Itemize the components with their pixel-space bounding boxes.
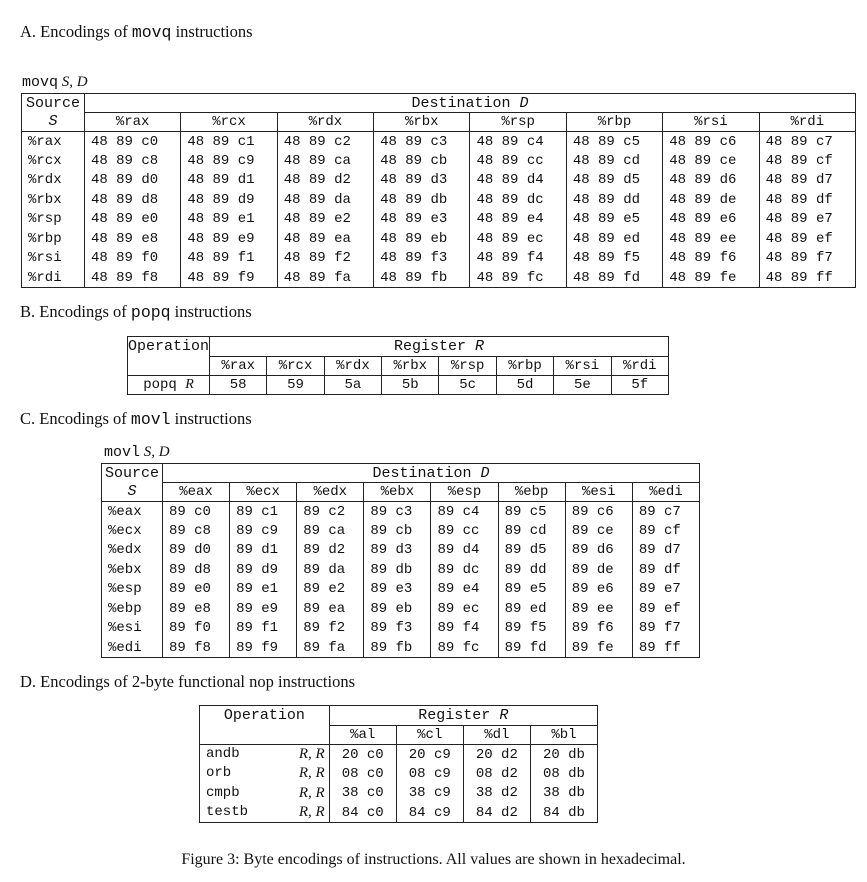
destination-header: Destination D — [162, 464, 699, 483]
op-mnemonic: testb — [206, 804, 249, 820]
encoding-cell: 48 89 e1 — [181, 210, 277, 230]
encoding-cell: 89 f4 — [431, 619, 498, 639]
encoding-cell: 48 89 d5 — [566, 171, 662, 191]
table-row — [22, 190, 856, 210]
op-args: R, R — [298, 746, 325, 762]
encoding-cell: 38 db — [530, 784, 597, 804]
encoding-cell: 08 d2 — [463, 764, 530, 784]
encoding-cell: 48 89 cc — [470, 151, 566, 171]
register-header: Register R — [210, 337, 669, 357]
encoding-cell: 38 d2 — [463, 784, 530, 804]
encoding-cell: 89 d4 — [431, 541, 498, 561]
row-header: %rsp — [22, 210, 85, 230]
op-args: R, R — [298, 784, 325, 801]
encoding-cell: 89 d8 — [162, 560, 229, 580]
encoding-cell: 89 fc — [431, 638, 498, 658]
operation-header-spacer — [200, 726, 330, 745]
column-header: %esi — [565, 483, 632, 502]
column-header: %rcx — [267, 357, 324, 376]
operation-header: Operation — [200, 706, 330, 726]
encoding-cell: 89 ea — [297, 599, 364, 619]
encoding-cell: 48 89 f7 — [759, 249, 855, 269]
section-c-title-pre: C. Encodings of — [20, 409, 131, 428]
table-row — [102, 541, 700, 561]
encoding-cell: 48 89 ca — [277, 151, 373, 171]
column-header: %rax — [210, 357, 267, 376]
encoding-cell: 08 c9 — [396, 764, 463, 784]
table-row — [22, 249, 856, 269]
encoding-cell: 48 89 e6 — [663, 210, 759, 230]
encoding-cell: 89 e7 — [632, 580, 699, 600]
encoding-cell: 48 89 e0 — [84, 210, 180, 230]
encoding-cell: 89 ca — [297, 521, 364, 541]
register-header: Register R — [329, 706, 597, 726]
encoding-cell: 48 89 c2 — [277, 132, 373, 152]
encoding-cell: 38 c0 — [329, 784, 396, 804]
encoding-cell: 48 89 c4 — [470, 132, 566, 152]
encoding-cell: 48 89 fd — [566, 268, 662, 288]
column-header: %eax — [162, 483, 229, 502]
encoding-cell: 89 c6 — [565, 502, 632, 522]
section-b-title — [20, 302, 252, 322]
column-header: %rbp — [566, 113, 662, 132]
table-row — [22, 210, 856, 230]
encoding-cell: 48 89 df — [759, 190, 855, 210]
encoding-cell: 89 d7 — [632, 541, 699, 561]
column-header: %al — [329, 726, 396, 745]
encoding-cell: 48 89 c0 — [84, 132, 180, 152]
encoding-cell: 5d — [496, 376, 553, 395]
encoding-cell: 89 de — [565, 560, 632, 580]
table-row — [102, 619, 700, 639]
encoding-cell: 48 89 ce — [663, 151, 759, 171]
table-row — [200, 745, 598, 765]
table-row — [102, 502, 700, 522]
section-b-title-pre: B. Encodings of — [20, 302, 131, 321]
encoding-cell: 48 89 cf — [759, 151, 855, 171]
row-header: %rax — [22, 132, 85, 152]
row-header: %rcx — [22, 151, 85, 171]
encoding-cell: 89 f2 — [297, 619, 364, 639]
encoding-cell: 48 89 e8 — [84, 229, 180, 249]
table-row — [22, 268, 856, 288]
operation-header: Operation — [128, 338, 210, 356]
column-header: %rsp — [439, 357, 496, 376]
encoding-cell: 5c — [439, 376, 496, 395]
encoding-cell: 48 89 d8 — [84, 190, 180, 210]
encoding-cell: 48 89 e9 — [181, 229, 277, 249]
row-header: %rbx — [22, 190, 85, 210]
figure-caption: Figure 3: Byte encodings of instructions. All values are shown in hexadecimal. — [181, 851, 686, 868]
encoding-cell: 48 89 d2 — [277, 171, 373, 191]
encoding-cell: 89 c7 — [632, 502, 699, 522]
encoding-cell: 20 d2 — [463, 745, 530, 765]
encoding-cell: 48 89 fa — [277, 268, 373, 288]
table-row — [22, 229, 856, 249]
encoding-cell: 48 89 d9 — [181, 190, 277, 210]
encoding-cell: 89 fa — [297, 638, 364, 658]
row-header: %rdi — [22, 268, 85, 288]
column-header: %ebp — [498, 483, 565, 502]
encoding-cell: 38 c9 — [396, 784, 463, 804]
encoding-cell: 89 fe — [565, 638, 632, 658]
encoding-cell: 89 ce — [565, 521, 632, 541]
source-header: Source — [102, 464, 163, 483]
encoding-cell: 89 e4 — [431, 580, 498, 600]
encoding-cell: 89 fd — [498, 638, 565, 658]
encoding-cell: 20 c9 — [396, 745, 463, 765]
encoding-cell: 48 89 f4 — [470, 249, 566, 269]
encoding-cell: 48 89 f1 — [181, 249, 277, 269]
encoding-cell: 89 d5 — [498, 541, 565, 561]
encoding-cell: 48 89 f0 — [84, 249, 180, 269]
encoding-cell: 48 89 d0 — [84, 171, 180, 191]
row-header: %ebp — [102, 599, 163, 619]
encoding-cell: 89 d6 — [565, 541, 632, 561]
table-row — [200, 764, 598, 784]
encoding-cell: 89 f8 — [162, 638, 229, 658]
encoding-cell: 59 — [267, 376, 324, 395]
column-header: %bl — [530, 726, 597, 745]
column-header: %esp — [431, 483, 498, 502]
encoding-cell: 48 89 db — [374, 190, 470, 210]
section-b-title-code: popq — [130, 303, 171, 322]
operation-cell — [200, 803, 330, 823]
encoding-cell: 89 da — [297, 560, 364, 580]
encoding-cell: 48 89 dd — [566, 190, 662, 210]
operation-header-spacer — [128, 357, 210, 376]
column-header: %rbp — [496, 357, 553, 376]
encoding-cell: 89 c0 — [162, 502, 229, 522]
row-header: %rdx — [22, 171, 85, 191]
encoding-cell: 48 89 ef — [759, 229, 855, 249]
encoding-cell: 89 dd — [498, 560, 565, 580]
section-c-syntax — [104, 444, 170, 461]
encoding-cell: 89 ff — [632, 638, 699, 658]
encoding-cell: 48 89 fb — [374, 268, 470, 288]
row-header: %esp — [102, 580, 163, 600]
encoding-cell: 89 d0 — [162, 541, 229, 561]
encoding-cell: 48 89 fe — [663, 268, 759, 288]
encoding-cell: 84 c9 — [396, 803, 463, 823]
popq-op-cell: popq R — [128, 376, 210, 395]
section-a-title-code: movq — [131, 23, 172, 42]
encoding-cell: 89 cb — [364, 521, 431, 541]
section-c-title — [20, 409, 252, 429]
encoding-cell: 89 d1 — [230, 541, 297, 561]
column-header: %rcx — [181, 113, 277, 132]
encoding-cell: 48 89 f3 — [374, 249, 470, 269]
encoding-cell: 89 d9 — [230, 560, 297, 580]
column-header: %rdx — [277, 113, 373, 132]
nop-encoding-table — [199, 705, 598, 823]
encoding-cell: 48 89 f6 — [663, 249, 759, 269]
table-row — [102, 638, 700, 658]
encoding-cell: 48 89 e3 — [374, 210, 470, 230]
encoding-cell: 84 c0 — [329, 803, 396, 823]
encoding-cell: 84 d2 — [463, 803, 530, 823]
encoding-cell: 89 dc — [431, 560, 498, 580]
encoding-cell: 89 c4 — [431, 502, 498, 522]
popq-encoding-table — [127, 336, 669, 395]
column-header: %dl — [463, 726, 530, 745]
encoding-cell: 48 89 fc — [470, 268, 566, 288]
section-b-title-post: instructions — [170, 302, 252, 321]
encoding-cell: 20 c0 — [329, 745, 396, 765]
encoding-cell: 20 db — [530, 745, 597, 765]
section-a-title — [20, 22, 253, 42]
encoding-cell: 48 89 e2 — [277, 210, 373, 230]
encoding-cell: 89 ec — [431, 599, 498, 619]
encoding-cell: 48 89 eb — [374, 229, 470, 249]
encoding-cell: 89 e2 — [297, 580, 364, 600]
section-c-syntax-code: movl — [104, 444, 141, 461]
op-args: R, R — [298, 804, 325, 820]
operation-cell — [200, 764, 330, 784]
encoding-cell: 89 e6 — [565, 580, 632, 600]
section-a-syntax — [22, 74, 88, 91]
op-mnemonic: andb — [206, 746, 240, 762]
encoding-cell: 48 89 d7 — [759, 171, 855, 191]
column-header: %rdi — [759, 113, 855, 132]
encoding-cell: 48 89 f2 — [277, 249, 373, 269]
column-header: %edx — [297, 483, 364, 502]
encoding-cell: 89 e9 — [230, 599, 297, 619]
encoding-cell: 5b — [382, 376, 439, 395]
encoding-cell: 89 cc — [431, 521, 498, 541]
encoding-cell: 48 89 c5 — [566, 132, 662, 152]
encoding-cell: 89 f7 — [632, 619, 699, 639]
encoding-cell: 48 89 d6 — [663, 171, 759, 191]
table-row — [22, 171, 856, 191]
encoding-cell: 89 e8 — [162, 599, 229, 619]
column-header: %edi — [632, 483, 699, 502]
table-row — [200, 784, 598, 804]
encoding-cell: 89 f9 — [230, 638, 297, 658]
row-header: %rbp — [22, 229, 85, 249]
encoding-cell: 89 df — [632, 560, 699, 580]
row-header: %edi — [102, 638, 163, 658]
destination-header: Destination D — [84, 94, 855, 113]
encoding-cell: 48 89 f9 — [181, 268, 277, 288]
encoding-cell: 89 fb — [364, 638, 431, 658]
encoding-cell: 89 d3 — [364, 541, 431, 561]
encoding-cell: 48 89 f5 — [566, 249, 662, 269]
row-header: %esi — [102, 619, 163, 639]
encoding-cell: 48 89 ee — [663, 229, 759, 249]
encoding-cell: 89 c3 — [364, 502, 431, 522]
table-row — [22, 151, 856, 171]
encoding-cell: 48 89 d4 — [470, 171, 566, 191]
encoding-cell: 89 eb — [364, 599, 431, 619]
encoding-cell: 89 e0 — [162, 580, 229, 600]
encoding-cell: 5e — [554, 376, 611, 395]
encoding-cell: 89 ed — [498, 599, 565, 619]
row-header: %ebx — [102, 560, 163, 580]
row-header: %edx — [102, 541, 163, 561]
encoding-cell: 48 89 ec — [470, 229, 566, 249]
encoding-cell: 89 c8 — [162, 521, 229, 541]
column-header: %cl — [396, 726, 463, 745]
row-header: %rsi — [22, 249, 85, 269]
encoding-cell: 89 e3 — [364, 580, 431, 600]
source-var-header: S — [22, 113, 85, 132]
table-row — [22, 132, 856, 152]
encoding-cell: 89 e5 — [498, 580, 565, 600]
encoding-cell: 89 ee — [565, 599, 632, 619]
encoding-cell: 48 89 e5 — [566, 210, 662, 230]
encoding-cell: 48 89 cd — [566, 151, 662, 171]
encoding-cell: 48 89 dc — [470, 190, 566, 210]
encoding-cell: 48 89 c3 — [374, 132, 470, 152]
column-header: %rsi — [554, 357, 611, 376]
column-header: %ebx — [364, 483, 431, 502]
encoding-cell: 48 89 f8 — [84, 268, 180, 288]
row-header: %eax — [102, 502, 163, 522]
table-row — [102, 521, 700, 541]
encoding-cell: 48 89 ea — [277, 229, 373, 249]
table-row — [200, 803, 598, 823]
encoding-cell: 89 f5 — [498, 619, 565, 639]
encoding-cell: 84 db — [530, 803, 597, 823]
section-a-title-post: instructions — [171, 22, 253, 41]
source-header: Source — [22, 94, 85, 113]
encoding-cell: 48 89 c8 — [84, 151, 180, 171]
encoding-cell: 89 c2 — [297, 502, 364, 522]
section-a-syntax-args: S, D — [61, 74, 88, 90]
encoding-cell: 48 89 ff — [759, 268, 855, 288]
op-mnemonic: cmpb — [206, 784, 240, 801]
source-var-header: S — [102, 483, 163, 502]
column-header: %rsi — [663, 113, 759, 132]
section-c-title-code: movl — [130, 410, 171, 429]
column-header: %rdx — [324, 357, 381, 376]
section-a-syntax-code: movq — [22, 74, 59, 91]
encoding-cell: 89 c9 — [230, 521, 297, 541]
op-args: R, R — [298, 765, 325, 782]
encoding-cell: 48 89 c6 — [663, 132, 759, 152]
encoding-cell: 89 c5 — [498, 502, 565, 522]
table-row — [102, 580, 700, 600]
encoding-cell: 58 — [210, 376, 267, 395]
table-row — [102, 560, 700, 580]
op-mnemonic: orb — [206, 765, 232, 782]
column-header: %rbx — [382, 357, 439, 376]
encoding-cell: 89 f0 — [162, 619, 229, 639]
section-c-syntax-args: S, D — [143, 444, 170, 460]
encoding-cell: 5f — [611, 376, 668, 395]
encoding-cell: 89 cf — [632, 521, 699, 541]
encoding-cell: 5a — [324, 376, 381, 395]
encoding-cell: 08 db — [530, 764, 597, 784]
encoding-cell: 48 89 cb — [374, 151, 470, 171]
encoding-cell: 89 c1 — [230, 502, 297, 522]
encoding-cell: 89 cd — [498, 521, 565, 541]
encoding-cell: 48 89 c9 — [181, 151, 277, 171]
column-header: %rax — [84, 113, 180, 132]
section-d-title: D. Encodings of 2-byte functional nop instructions — [20, 672, 355, 691]
encoding-cell: 08 c0 — [329, 764, 396, 784]
row-header: %ecx — [102, 521, 163, 541]
column-header: %rdi — [611, 357, 668, 376]
encoding-cell: 48 89 de — [663, 190, 759, 210]
encoding-cell: 48 89 c1 — [181, 132, 277, 152]
encoding-cell: 48 89 d3 — [374, 171, 470, 191]
movl-encoding-table — [101, 463, 700, 658]
encoding-cell: 48 89 c7 — [759, 132, 855, 152]
encoding-cell: 89 e1 — [230, 580, 297, 600]
operation-cell — [200, 745, 330, 765]
section-c-title-post: instructions — [170, 409, 252, 428]
movq-encoding-table — [21, 93, 856, 288]
table-row — [102, 599, 700, 619]
encoding-cell: 89 d2 — [297, 541, 364, 561]
column-header: %rsp — [470, 113, 566, 132]
encoding-cell: 89 f6 — [565, 619, 632, 639]
encoding-cell: 48 89 d1 — [181, 171, 277, 191]
encoding-cell: 89 f1 — [230, 619, 297, 639]
encoding-cell: 48 89 da — [277, 190, 373, 210]
encoding-cell: 89 db — [364, 560, 431, 580]
encoding-cell: 89 f3 — [364, 619, 431, 639]
column-header: %rbx — [374, 113, 470, 132]
operation-cell — [200, 784, 330, 804]
column-header: %ecx — [230, 483, 297, 502]
encoding-cell: 89 ef — [632, 599, 699, 619]
encoding-cell: 48 89 e4 — [470, 210, 566, 230]
encoding-cell: 48 89 ed — [566, 229, 662, 249]
section-a-title-pre: A. Encodings of — [20, 22, 132, 41]
encoding-cell: 48 89 e7 — [759, 210, 855, 230]
